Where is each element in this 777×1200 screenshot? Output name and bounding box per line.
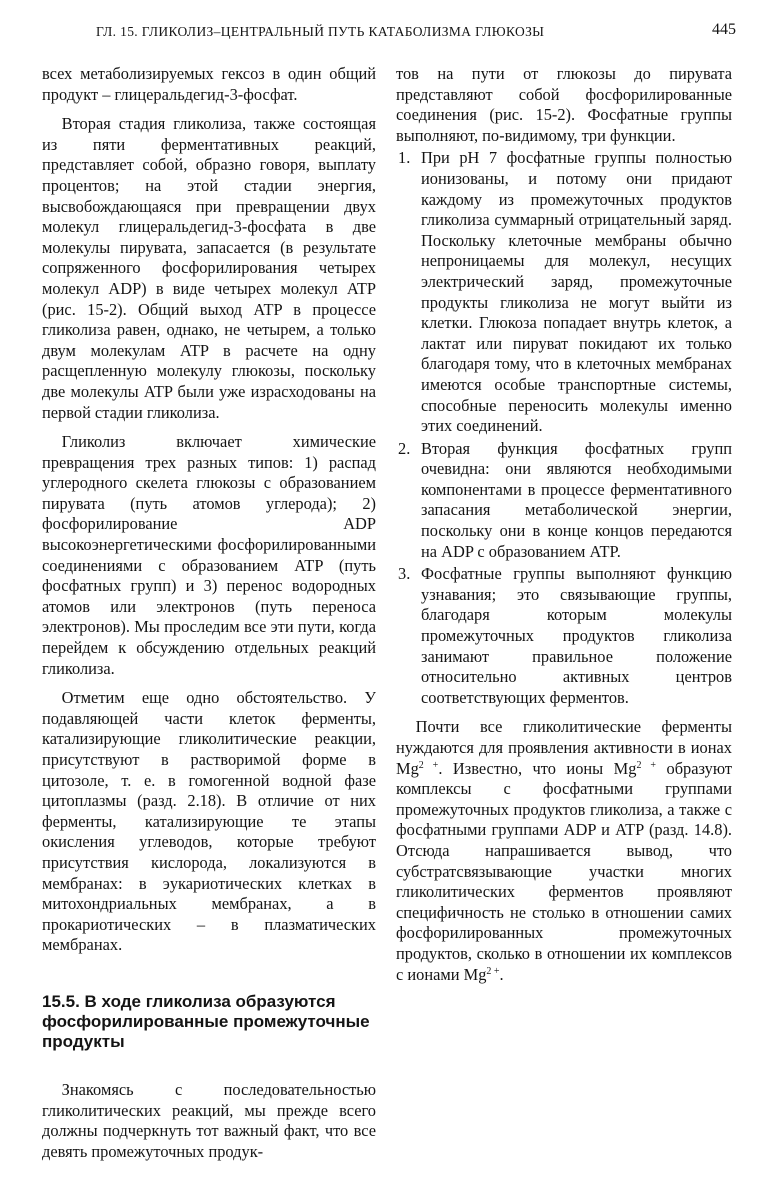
list-item [396, 148, 732, 436]
list-item-text: Вторая функция фосфатных групп очевидна: они являются необходимыми компонентами в процессе ферментативного запасания метаболической энергии, поскольку они в конце концов передаются на ADP с образованием ATP. [421, 438, 732, 561]
list-number: 2. [398, 438, 411, 458]
paragraph: всех метаболизируемых гексоз в один общий продукт – глицеральдегид-3-фосфат. [42, 64, 376, 104]
paragraph: Отметим еще одно обстоятельство. У подавляющей части клеток ферменты, катализирующие гликолитические реакции, присутствуют в растворимой форме в цитозоле, т. е. в гомогенной водной фазе цитоплазмы (разд. 2.18). В отличие от них ферменты, катализирующие те этапы окисления углеводов, которые требуют присутствия кислорода, локализуются в мембранах: в эукариотических клетках в митохондриальных мембранах, а в прокариотических – в плазматических мембранах. [42, 688, 376, 955]
text-run: . [499, 964, 504, 984]
superscript: 2 + [418, 759, 439, 771]
numbered-list [396, 148, 732, 708]
section-heading: 15.5. В ходе гликолиза образуются фосфорилированные промежуточные продукты [42, 991, 370, 1051]
list-item [396, 439, 732, 563]
paragraph: Знакомясь с последовательностью гликолитических реакций, мы прежде всего должны подчеркнуть тот важный факт, что все девять промежуточных продук- [42, 1079, 376, 1161]
paragraph: тов на пути от глюкозы до пирувата представляют собой фосфорилированные соединения (рис. 15-2). Фосфатные группы выполняют, по-видимому, три функции. [396, 64, 732, 145]
text-run: Почти все гликолитические ферменты нуждаются для проявления активности в ионах Mg [396, 717, 732, 778]
paragraph: Гликолиз включает химические превращения трех разных типов: 1) распад углеродного скелета глюкозы с образованием пирувата (путь атомов углерода); 2) фосфорилирование ADP высокоэнергетическими фосфорилированными соединениями с образованием ATP (путь фосфатных групп) и 3) перенос водородных атомов или электронов (путь переноса электронов). Мы проследим все эти пути, когда перейдем к обсуждению отдельных реакций гликолиза. [42, 432, 376, 678]
list-number: 3. [398, 564, 411, 584]
superscript: 2 + [636, 759, 656, 771]
text-run: образуют комплексы с фосфатными группами промежуточных продуктов гликолиза, а также с фосфатными группами ADP и ATP (разд. 14.8). Отсюда напрашивается вывод, что субстратсвязывающие участки многих гликолитических ферментов проявляют специфичность не столько в отношении самих фосфорилированных промежуточных продуктов, сколько в отношении их комплексов с ионами Mg [396, 758, 733, 984]
list-item [396, 564, 732, 708]
chapter-title: ГЛ. 15. ГЛИКОЛИЗ–ЦЕНТРАЛЬНЫЙ ПУТЬ КАТАБОЛИЗМА ГЛЮКОЗЫ [96, 24, 545, 39]
paragraph [396, 717, 732, 985]
text-run: . Известно, что ионы Mg [438, 758, 637, 778]
list-item-text: При pH 7 фосфатные группы полностью ионизованы, и потому они придают каждому из промежуточных продуктов гликолиза суммарный отрицательный заряд. Поскольку клеточные мембраны обычно непроницаемы для молекул, несущих электрический заряд, промежуточные продукты гликолиза не могут выйти из клетки. Глюкоза попадает внутрь клеток, а лактат или пируват покидают их только благодаря тому, что в клеточных мембранах имеются особые транспортные системы, способные переносить молекулы именно этих соединений. [421, 148, 732, 436]
running-header [96, 18, 736, 42]
list-item-text: Фосфатные группы выполняют функцию узнавания; это связывающие группы, благодаря которым молекулы промежуточных продуктов гликолиза занимают правильное положение относительно активных центров соответствующих ферментов. [421, 564, 732, 707]
superscript: 2 + [486, 965, 500, 977]
paragraph: Вторая стадия гликолиза, также состоящая из пяти ферментативных реакций, представляет собой, образно говоря, выплату процентов; на этой стадии энергия, высвобождающаяся при превращении двух молекул глицеральдегид-3-фосфата в две молекулы пирувата, запасается (в результате сопряженного фосфорилирования четырех молекул ADP) в виде четырех молекул ATP (рис. 15-2). Общий выход ATP в процессе гликолиза равен, однако, не четырем, а только двум молекулам ATP в расчете на одну расщепленную молекулу глюкозы, поскольку две молекулы ATP были уже израсходованы на первой стадии гликолиза. [42, 114, 376, 422]
right-column [396, 64, 732, 985]
list-number: 1. [398, 148, 411, 168]
page-number: 445 [712, 21, 736, 38]
left-column [42, 64, 376, 1162]
